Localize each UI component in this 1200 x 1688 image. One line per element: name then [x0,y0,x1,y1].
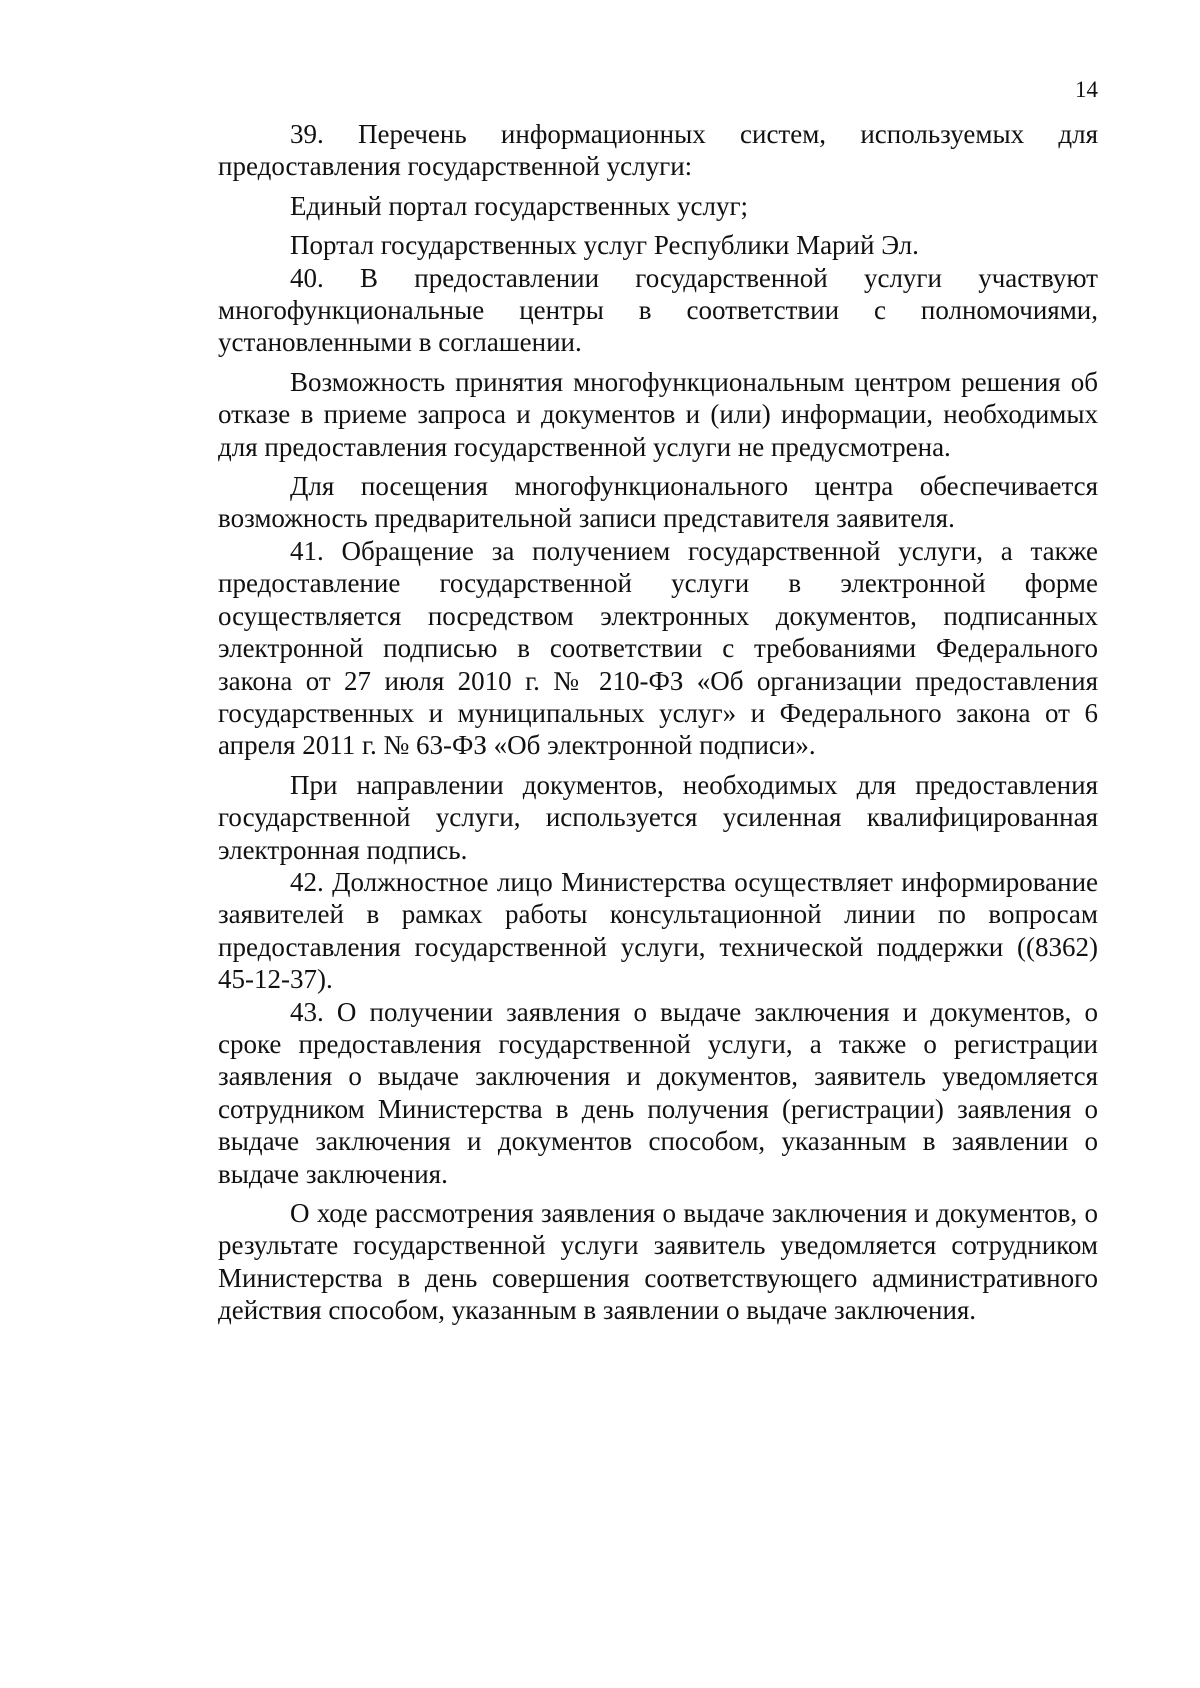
paragraph-42: 42. Должностное лицо Министерства осуществляет информирование заявителей в рамках работы консультационной линии по вопросам предоставления государственной услуги, технической поддержки ((8362) 45-12-37). [218,866,1098,995]
page-number: 14 [1075,77,1098,102]
paragraph-39-item-regional-portal: Портал государственных услуг Республики Марий Эл. [290,230,919,261]
paragraph-41-signature-note: При направлении документов, необходимых для предоставления государственной услуги, используется усиленная квалифицированная электронная подпись. [218,769,1098,865]
paragraph-40-refusal-note: Возможность принятия многофункциональным центром решения об отказе в приеме запроса и документов и (или) информации, необходимых для предоставления государственной услуги не предусмотрена. [218,366,1098,462]
document-body [218,118,1098,1327]
paragraph-41: 41. Обращение за получением государственной услуги, а также предоставление государственной услуги в электронной форме осуществляется посредством электронных документов, подписанных электронной подписью в соответствии с требованиями Федерального закона от 27 июля 2010 г. № 210-ФЗ «Об организации предоставления государственных и муниципальных услуг» и Федерального закона от 6 апреля 2011 г. № 63-ФЗ «Об электронной подписи». [218,535,1098,761]
paragraph-43: 43. О получении заявления о выдаче заключения и документов, о сроке предоставления государственной услуги, а также о регистрации заявления о выдаче заключения и документов, заявитель уведомляется сотрудником Министерства в день получения (регистрации) заявления о выдаче заключения и документов способом, указанным в заявлении о выдаче заключения. [218,996,1098,1189]
paragraph-40: 40. В предоставлении государственной услуги участвуют многофункциональные центры в соответствии с полномочиями, установленными в соглашении. [218,262,1098,358]
paragraph-39-item-unified-portal: Единый портал государственных услуг; [290,190,749,221]
paragraph-39: 39. Перечень информационных систем, используемых для предоставления государственной услуги: [218,119,1098,182]
paragraph-43-progress-note: О ходе рассмотрения заявления о выдаче заключения и документов, о результате государственной услуги заявитель уведомляется сотрудником Министерства в день совершения соответствующего административного действия способом, указанным в заявлении о выдаче заключения. [218,1198,1098,1326]
paragraph-40-appointment-note: Для посещения многофункционального центра обеспечивается возможность предварительной записи представителя заявителя. [218,471,1098,534]
